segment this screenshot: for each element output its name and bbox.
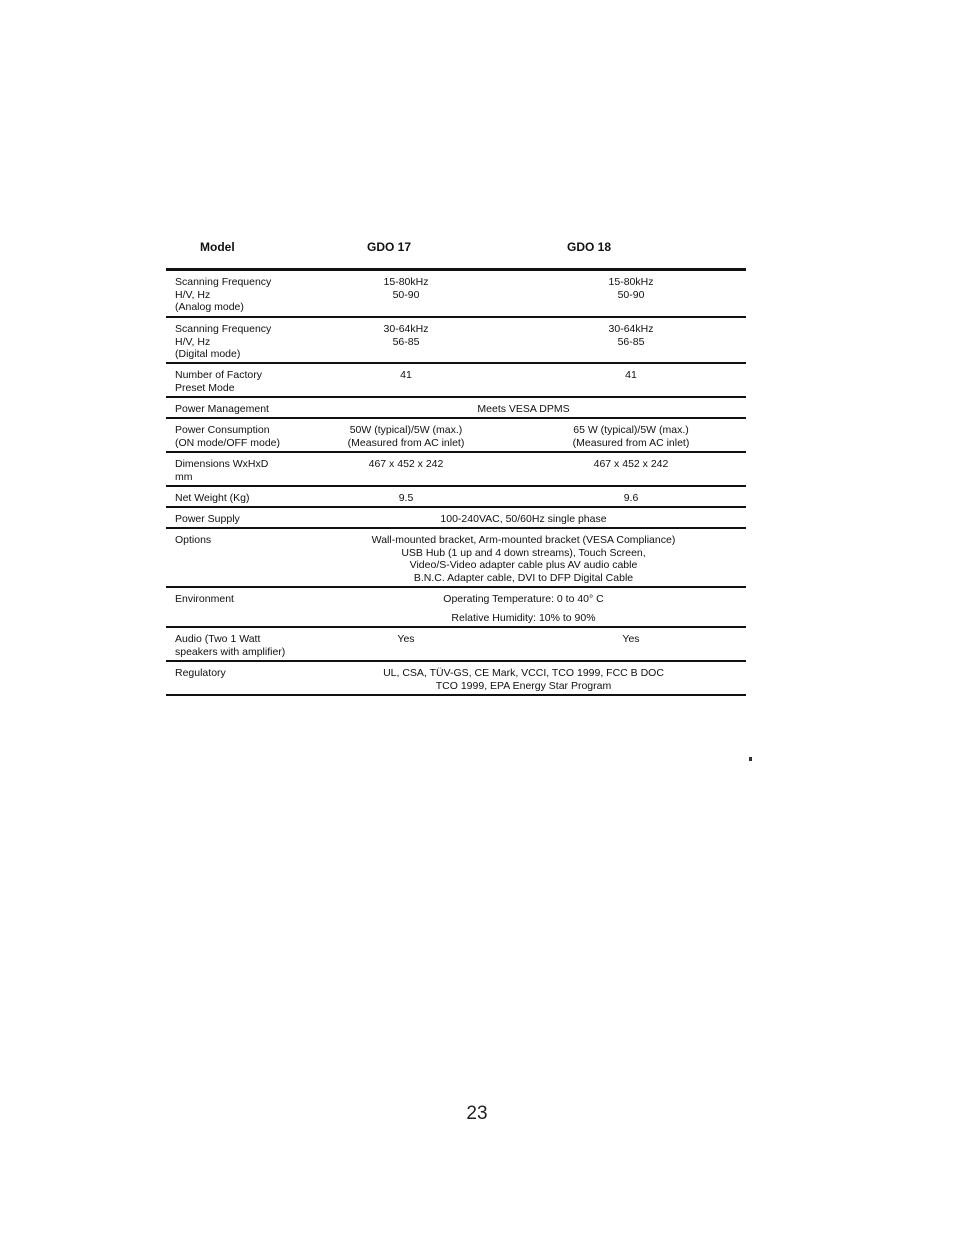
row-audio: [166, 628, 746, 662]
value-both: 100-240VAC, 50/60Hz single phase: [440, 513, 607, 525]
value-gdo17: 15-80kHz 50-90: [383, 276, 429, 301]
scan-speck: [749, 757, 752, 761]
value-gdo17: 30-64kHz 56-85: [383, 323, 429, 348]
value-gdo17: 467 x 452 x 242: [368, 458, 444, 470]
header-model-label: Model: [200, 240, 235, 254]
row-factory-preset-mode: [166, 364, 746, 398]
value-gdo18: 65 W (typical)/5W (max.) (Measured from AC inlet): [572, 424, 690, 449]
row-label: Net Weight (Kg): [175, 492, 250, 504]
row-regulatory: [166, 662, 746, 696]
header-gdo18: GDO 18: [567, 240, 612, 254]
row-power-management: [166, 398, 746, 419]
row-scanning-frequency-analog: [166, 271, 746, 318]
row-scanning-frequency-digital: [166, 318, 746, 364]
row-label: Audio (Two 1 Watt speakers with amplifier): [175, 633, 286, 658]
spec-table-header: [166, 238, 746, 256]
row-options: [166, 529, 746, 588]
value-relative-humidity: Relative Humidity: 10% to 90%: [451, 612, 596, 624]
page-number: 23: [466, 1103, 488, 1124]
value-both: UL, CSA, TÜV-GS, CE Mark, VCCI, TCO 1999, FCC B DOC TCO 1999, EPA Energy Star Program: [383, 667, 664, 692]
row-net-weight: [166, 487, 746, 508]
row-label: Environment: [175, 593, 234, 605]
value-gdo18: Yes: [622, 633, 640, 645]
value-gdo17: 41: [400, 369, 412, 381]
value-gdo17: 9.5: [398, 492, 414, 504]
value-both: Wall-mounted bracket, Arm-mounted bracket (VESA Compliance) USB Hub (1 up and 4 down streams), Touch Screen, Video/S-Video adapter cable plus AV audio cable B.N.C. Adapter cable, DVI to DFP Digital Cable: [371, 534, 676, 584]
value-gdo17: 50W (typical)/5W (max.) (Measured from AC inlet): [347, 424, 465, 449]
row-power-consumption: [166, 419, 746, 453]
value-gdo18: 15-80kHz 50-90: [608, 276, 654, 301]
row-label: Scanning Frequency H/V, Hz (Analog mode): [175, 276, 272, 313]
row-dimensions: [166, 453, 746, 487]
row-power-supply: [166, 508, 746, 529]
value-both: Meets VESA DPMS: [477, 403, 570, 415]
row-environment: [166, 588, 746, 628]
spec-table: [166, 268, 746, 696]
row-label: Power Supply: [175, 513, 240, 525]
value-gdo18: 467 x 452 x 242: [593, 458, 669, 470]
row-label: Number of Factory Preset Mode: [175, 369, 262, 394]
value-gdo18: 30-64kHz 56-85: [608, 323, 654, 348]
row-label: Options: [175, 534, 212, 546]
row-label: Scanning Frequency H/V, Hz (Digital mode): [175, 323, 272, 360]
value-gdo17: Yes: [397, 633, 415, 645]
value-operating-temperature: Operating Temperature: 0 to 40° C: [443, 593, 604, 605]
row-label: Dimensions WxHxD mm: [175, 458, 269, 483]
row-label: Power Consumption (ON mode/OFF mode): [175, 424, 281, 449]
value-gdo18: 9.6: [623, 492, 639, 504]
row-label: Power Management: [175, 403, 269, 415]
header-gdo17: GDO 17: [367, 240, 412, 254]
row-label: Regulatory: [175, 667, 226, 679]
value-gdo18: 41: [625, 369, 637, 381]
